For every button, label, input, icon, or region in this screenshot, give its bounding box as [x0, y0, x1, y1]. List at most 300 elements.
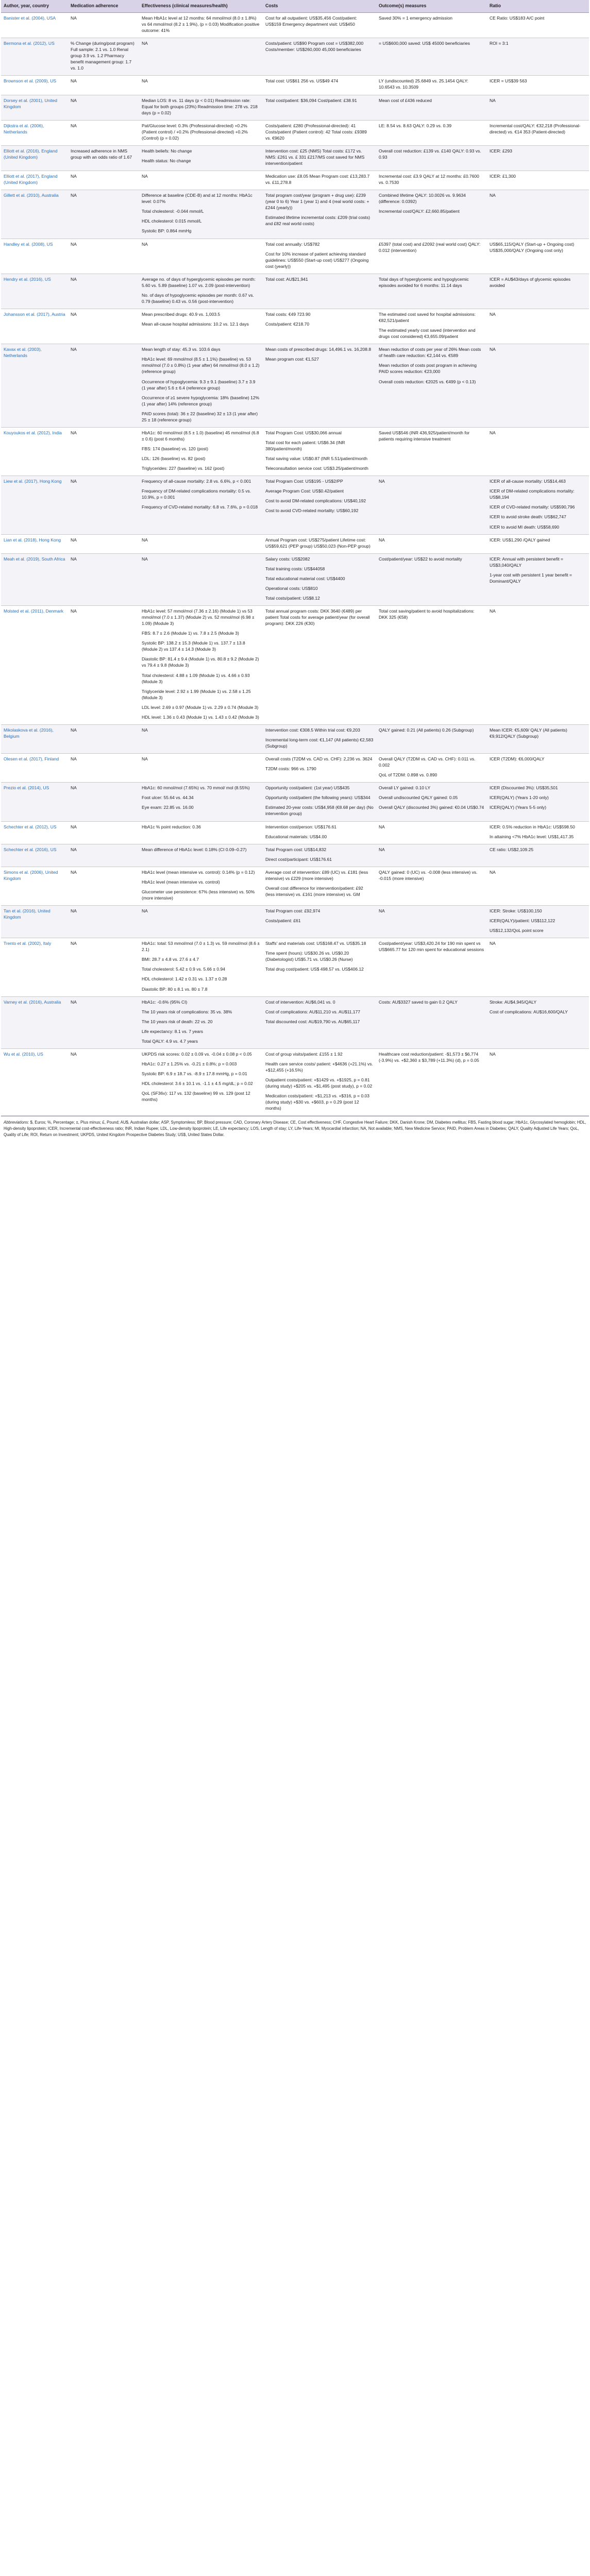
cell-ratio-line: NA: [490, 97, 496, 103]
cell-adherence-line: NA: [71, 824, 77, 829]
cell-adherence-line: NA: [71, 785, 77, 791]
cell-effectiveness-line: Mean length of stay: 45.3 vs. 103.6 days: [142, 347, 221, 352]
cell-adherence: [68, 783, 139, 821]
cell-ratio-line: NA: [490, 347, 496, 352]
cell-outcomes: [376, 906, 487, 938]
study-author-link[interactable]: Dorsey et al. (2001), United Kingdom: [4, 97, 57, 109]
cell-author: [1, 534, 68, 553]
cell-ratio: [487, 724, 589, 753]
cell-costs-line: Average cost of intervention: £89 (UC) vs. £181 (less intensive) vs £229 (more intensive): [265, 869, 368, 881]
cell-effectiveness-line: HbA1c % point reduction: 0.36: [142, 824, 201, 829]
cell-author: [1, 171, 68, 190]
cell-ratio: [487, 821, 589, 844]
cell-outcomes: [376, 821, 487, 844]
cell-effectiveness-line: Total QALY: 4.9 vs. 4.7 years: [142, 1038, 198, 1044]
cell-costs-line: Outpatient costs/patient: +$1429 vs. +$1925, p = 0.81 (during study) +$205 vs. +$1,495 (post study), p = 0.02: [265, 1077, 373, 1089]
cell-outcomes: [376, 1048, 487, 1116]
cell-effectiveness-line: No. of days of hypoglycemic episodes per month: 0.67 vs. 0.79 (baseline) 0.43 vs. 0.56 (post-intervention): [142, 292, 254, 304]
study-author-link[interactable]: Simons et al. (2006), United Kingdom: [4, 869, 58, 881]
cell-effectiveness-line: NA: [142, 174, 148, 179]
table-row: [1, 606, 589, 725]
cell-adherence-line: NA: [71, 846, 77, 852]
cell-costs-line: Salary costs: US$2082: [265, 556, 310, 562]
study-author-link[interactable]: Brownson et al. (2009), US: [4, 78, 57, 84]
cell-costs: [263, 190, 376, 239]
cell-costs-line: Cost of group visits/patient: £155 ± 1.92: [265, 1051, 343, 1057]
study-author-link[interactable]: Kouyoukos et al. (2012), India: [4, 430, 62, 435]
cell-costs-line: Mean program cost: €1,527: [265, 357, 319, 362]
cell-ratio-line: ICER of DM-related complications mortality: US$8,194: [490, 488, 575, 500]
cell-costs-line: Costs/patient: €218.70: [265, 321, 310, 327]
cell-outcomes-line: Mean reduction of costs post program in achieving PAID scores reduction: €23,000: [379, 363, 477, 375]
cell-outcomes-line: LE: 8.54 vs. 8.63 QALY: 0.29 vs. 0.39: [379, 123, 452, 128]
cell-effectiveness-line: HbA1c: 60 mmol/mol (7.65%) vs. 70 mmol/ mol (8.55%): [142, 785, 250, 791]
cell-costs: [263, 239, 376, 274]
cell-outcomes-line: Total cost saving/patient to avoid hospitalizations: DKK 325 (€58): [379, 608, 475, 620]
cell-costs-line: Operational costs: US$810: [265, 585, 318, 591]
cell-adherence-line: NA: [71, 193, 77, 198]
study-author-link[interactable]: Elliott et al. (2017), England (United Kingdom): [4, 174, 58, 185]
cell-costs-line: Annual Program cost: US$275/patient Lifetime cost: US$59,621 (PEP group) US$50,023 (Non-PEP group): [265, 537, 370, 549]
cell-effectiveness: [139, 344, 263, 428]
cell-effectiveness: [139, 427, 263, 476]
study-author-link[interactable]: Wu et al. (2010), US: [4, 1051, 43, 1057]
cell-adherence-line: NA: [71, 241, 77, 247]
cell-outcomes-line: NA: [379, 479, 385, 484]
cell-ratio: [487, 754, 589, 783]
cell-effectiveness-line: Triglycerides: 227 (baseline) vs. 162 (post): [142, 466, 225, 471]
study-author-link[interactable]: Dijkstra et al. (2006), Netherlands: [4, 123, 44, 134]
cell-effectiveness-line: NA: [142, 556, 148, 562]
cell-outcomes-line: NA: [379, 908, 385, 913]
cell-effectiveness: [139, 938, 263, 996]
cell-author: [1, 190, 68, 239]
study-author-link[interactable]: Gillett et al. (2010), Australia: [4, 193, 59, 198]
cell-costs: [263, 938, 376, 996]
cell-costs: [263, 553, 376, 605]
cell-effectiveness: [139, 120, 263, 145]
table-row: [1, 1048, 589, 1116]
cell-effectiveness: [139, 190, 263, 239]
cell-outcomes-line: Overall cost reduction: £139 vs. £140 QALY: 0.93 vs. 0.93: [379, 148, 481, 160]
cell-adherence: [68, 76, 139, 95]
cell-ratio: [487, 309, 589, 344]
footnote-text: $, Euros; %, Percentage; ±, Plus minus; £, Pound; AU$, Australian dollar; ASP, Symptomless; BP, Blood pressure; CAD, Coronary Artery Disease; CE, Cost effectiveness; CHF, Congestive Heart Failure; DKK, Danish Krone; DM, Diabetes mellitus; FBS, Fasting blood sugar; HbA1c, Glycosylated hemoglobin; HDL, High-density lipoprotein; ICER, Incremental cost-effectiveness ratio; INR, Indian Rupee; LDL, Low-density lipoprotein; LE, Life expectancy; LOS, Length of stay; LY, Life-Years; MI, Myocardial infarction; NA, Not available; NMS, New Medicine Service; PAID, Problem Areas in Diabetes; QALY, Quality Adjusted Life Years; QoL, Quality of Life; ROI, Return on Investment; UKPDS, United Kingdom Prospective Diabetes Study; US$, United States Dollar.: [4, 1120, 586, 1137]
cell-outcomes-line: Saved US$546 (INR 436,925/patient/month for patients requiring intensive treatment: [379, 430, 470, 442]
cell-outcomes-line: LY (undiscounted) 25.6849 vs. 25.1454 QALY: 10.6543 vs. 10.3509: [379, 78, 468, 90]
cell-outcomes: [376, 76, 487, 95]
evidence-table-container: [0, 0, 590, 1142]
cell-ratio-line: ICER to avoid MI death: US$58,690: [490, 524, 560, 530]
table-row: [1, 274, 589, 309]
cell-ratio-line: ICER of all-cause mortality: US$14,463: [490, 479, 566, 484]
study-author-link[interactable]: Hendry et al. (2016), US: [4, 276, 51, 282]
cell-costs-line: Total cost/patient: $36,094 Cost/patient: £38.91: [265, 97, 357, 103]
cell-adherence-line: NA: [71, 174, 77, 179]
study-author-link[interactable]: Lian et al. (2018), Hong Kong: [4, 537, 61, 543]
cell-effectiveness: [139, 171, 263, 190]
cell-author: [1, 553, 68, 605]
cell-adherence-line: NA: [71, 756, 77, 762]
cell-effectiveness: [139, 274, 263, 309]
study-author-link[interactable]: Schechter et al. (2016), US: [4, 846, 57, 852]
cell-outcomes: [376, 344, 487, 428]
cell-effectiveness-line: Pat/Glucose level: 0.3% (Professional-directed) +0.2% (Patient control) / +0.2% (Professional-directed) +0.2% (Control) (p = 0.02): [142, 123, 248, 141]
cell-outcomes: [376, 274, 487, 309]
cell-effectiveness-line: Mean prescribed drugs: 40.9 vs. 1,003.5: [142, 312, 221, 317]
cell-effectiveness-line: Occurrence of ≥1 severe hypoglycemia: 18% (baseline) 12% (1 year after) 14% (reference group): [142, 395, 260, 406]
cell-ratio: [487, 783, 589, 821]
cell-ratio-line: NA: [490, 941, 496, 946]
cell-outcomes-line: Costs: AU$3327 saved to gain 0.2 QALY: [379, 999, 458, 1005]
cell-effectiveness-line: NA: [142, 537, 148, 543]
cell-ratio: [487, 344, 589, 428]
cell-effectiveness: [139, 1048, 263, 1116]
cell-adherence-line: NA: [71, 312, 77, 317]
table-row: [1, 12, 589, 38]
table-row: [1, 190, 589, 239]
cell-costs-line: Intervention cost/person: US$176.61: [265, 824, 336, 829]
cell-ratio-line: ICER(QALY) (Years 1-20 only): [490, 795, 549, 801]
cell-outcomes-line: Overall undiscounted QALY gained: 0.05: [379, 795, 458, 801]
cell-adherence: [68, 344, 139, 428]
cell-costs-line: Estimated lifetime incremental costs: £209 (trial costs) and £82 real world costs): [265, 215, 370, 227]
cell-ratio-line: ROI = 3:1: [490, 41, 509, 46]
cell-adherence: [68, 427, 139, 476]
cell-author: [1, 821, 68, 844]
cell-outcomes: [376, 938, 487, 996]
cell-ratio-line: In attaining <7% HbA1c level: US$1,417.35: [490, 834, 574, 839]
cell-adherence-line: NA: [71, 78, 77, 84]
cell-author: [1, 274, 68, 309]
cell-outcomes-line: NA: [379, 846, 385, 852]
study-author-link[interactable]: Prezio et al. (2014), US: [4, 785, 49, 791]
cell-costs-line: Total educational material cost: US$4400: [265, 575, 345, 581]
cell-author: [1, 867, 68, 905]
cell-effectiveness-line: HbA1c: total: 53 mmol/mol (7.0 ± 1.3) vs. 59 mmol/mol (8.6 ± 2.1): [142, 941, 260, 953]
cell-ratio-line: US$65,115/QALY (Start-up + Ongoing cost) US$35,000/QALY (Ongoing cost only): [490, 241, 575, 253]
cell-effectiveness-line: LDL level: 2.69 ± 0.97 (Module 1) vs. 2.29 ± 0.74 (Module 3): [142, 704, 259, 710]
cell-costs-line: Costs/patient: US$90 Program cost = US$382,000 Costs/member: US$260,000 45,000 beneficiaries: [265, 41, 364, 53]
cell-effectiveness-line: FBS: 174 (baseline) vs. 120 (post): [142, 446, 208, 451]
cell-outcomes-line: QALY gained: 0 (UC) vs. -0.008 (less intensive) vs. -0.015 (more intensive): [379, 869, 478, 881]
header-adherence: Medication adherence: [68, 0, 139, 12]
cell-adherence-line: NA: [71, 608, 77, 614]
cell-costs: [263, 427, 376, 476]
cell-ratio: [487, 427, 589, 476]
cell-outcomes: [376, 476, 487, 534]
cell-effectiveness-line: Total cholesterol: -0.044 mmol/L: [142, 209, 204, 214]
cell-costs-line: Educational materials: US$4.00: [265, 834, 327, 839]
cell-effectiveness: [139, 12, 263, 38]
table-row: [1, 476, 589, 534]
cell-effectiveness: [139, 553, 263, 605]
cell-adherence-line: NA: [71, 97, 77, 103]
cell-costs: [263, 996, 376, 1048]
cell-effectiveness-line: HbA1c: 0.27 ± 1.25% vs. -0.21 ± 0.8%; p = 0.003: [142, 1061, 237, 1066]
cell-effectiveness: [139, 844, 263, 867]
cell-effectiveness-line: Systolic BP: 0.864 mmHg: [142, 228, 192, 234]
table-row: [1, 309, 589, 344]
cell-effectiveness-line: Health beliefs: No change: [142, 148, 192, 154]
table-row: [1, 145, 589, 171]
cell-effectiveness: [139, 821, 263, 844]
cell-adherence-line: NA: [71, 908, 77, 913]
cell-effectiveness-line: UKPDS risk scores: 0.02 ± 0.09 vs. -0.04 ± 0.08 p < 0.05: [142, 1051, 252, 1057]
study-author-link[interactable]: Handley et al. (2008), US: [4, 241, 53, 247]
cell-effectiveness-line: Occurrence of hypoglycemia: 9.3 ± 9.1 (baseline) 3.7 ± 3.9 (1 year after) 5.6 ± 6.4 (reference group): [142, 379, 256, 391]
cell-ratio: [487, 867, 589, 905]
cell-effectiveness: [139, 309, 263, 344]
cell-effectiveness-line: Systolic BP: 6.9 ± 18.7 vs. -8.9 ± 17.8 mmHg, p = 0.01: [142, 1071, 247, 1076]
cell-author: [1, 12, 68, 38]
table-row: [1, 427, 589, 476]
cell-costs-line: Direct cost/participant: US$176.61: [265, 856, 332, 862]
cell-ratio-line: ICER: US$1,290 /QALY gained: [490, 537, 550, 543]
cell-effectiveness-line: Average no. of days of hyperglycemic episodes per month: 5.60 vs. 5.89 (baseline) 1.07 vs. 2.09 (post-intervention): [142, 276, 256, 288]
cell-outcomes: [376, 427, 487, 476]
cell-effectiveness: [139, 724, 263, 753]
cell-costs-line: Intervention cost: €308.5 Within trial cost: €9,203: [265, 727, 360, 733]
cell-outcomes: [376, 867, 487, 905]
table-body: [1, 12, 589, 1116]
cell-effectiveness: [139, 95, 263, 120]
study-author-link[interactable]: Bermona et al. (2012), US: [4, 41, 55, 46]
cell-outcomes-line: Healthcare cost reduction/patient: -$1,573 ± $6,774 (-3.9%) vs. +$2,360 ± $3,789 (+11.3%) (d), p = 0.05: [379, 1051, 479, 1063]
cell-ratio-line: ICER to avoid stroke death: US$62,747: [490, 514, 566, 520]
cell-ratio: [487, 171, 589, 190]
cell-adherence-line: NA: [71, 347, 77, 352]
cell-effectiveness: [139, 239, 263, 274]
cell-outcomes-line: Cost/patient/year: US$3,420.24 for 190 min spent vs US$665.77 for 120 min spent for educational sessions: [379, 941, 484, 953]
cell-ratio-line: NA: [490, 430, 496, 435]
cell-effectiveness-line: LDL: 126 (baseline) vs. 82 (post): [142, 456, 206, 462]
cell-effectiveness-line: NA: [142, 78, 148, 84]
study-author-link[interactable]: Molsted et al. (2011), Denmark: [4, 608, 64, 614]
cell-costs-line: Total cost: US$61 256 vs. US$49 474: [265, 78, 339, 84]
cell-effectiveness-line: Frequency of CVD-related mortality: 6.8 vs. 7.6%, p = 0.018: [142, 504, 258, 510]
cell-costs-line: Opportunity cost/patient: (1st year) US$435: [265, 785, 350, 791]
cell-adherence: [68, 12, 139, 38]
cell-costs: [263, 844, 376, 867]
cell-costs-line: Overall cost difference for intervention/patient: £92 (less intensive) vs. £161 (more intensive) vs. GM: [265, 885, 363, 897]
cell-effectiveness-line: Systolic BP: 138.2 ± 15.3 (Module 1) vs. 137.7 ± 13.8 (Module 2) vs 137.4 ± 14.3 (Module 3): [142, 640, 245, 652]
study-author-link[interactable]: Varney et al. (2016), Australia: [4, 999, 61, 1005]
cell-effectiveness-line: Diastolic BP: 80 ± 8.1 vs. 80 ± 7.8: [142, 986, 208, 992]
cell-adherence-line: NA: [71, 869, 77, 875]
cell-outcomes-line: Overall QALY (discounted 3%) gained: €0.04 US$0.74: [379, 805, 484, 810]
table-header: [1, 0, 589, 12]
cell-effectiveness-line: BMI: 28.7 ± 4.8 vs. 27.6 ± 4.7: [142, 957, 199, 962]
cell-ratio: [487, 95, 589, 120]
cell-outcomes: [376, 171, 487, 190]
cell-outcomes: [376, 606, 487, 725]
cell-adherence: [68, 754, 139, 783]
evidence-table: [1, 0, 589, 1116]
cell-costs-line: Total cost for each patient: US$6.34 (INR 380/patient/month): [265, 439, 345, 451]
cell-effectiveness-line: HDL level: 1.36 ± 0.43 (Module 1) vs. 1.43 ± 0.42 (Module 3): [142, 714, 259, 720]
cell-effectiveness-line: Mean all-cause hospital admissions: 10.2 vs. 12.1 days: [142, 321, 249, 327]
cell-outcomes-line: Cost/patient/year: US$22 to avoid mortality: [379, 556, 462, 562]
cell-outcomes: [376, 309, 487, 344]
cell-costs: [263, 309, 376, 344]
cell-outcomes: [376, 190, 487, 239]
cell-effectiveness-line: HbA1c level: 69 mmol/mol (8.5 ± 1.1%) (baseline) vs. 53 mmol/mol (7.0 ± 0.8%) (1 year after) 64 mmol/mol (8.0 ± 1.2) (reference group): [142, 357, 260, 375]
cell-costs: [263, 724, 376, 753]
cell-costs-line: Total saving value: US$0.87 (INR 5.51/patient/month: [265, 456, 367, 462]
cell-adherence-line: NA: [71, 941, 77, 946]
cell-author: [1, 76, 68, 95]
cell-ratio: [487, 906, 589, 938]
cell-effectiveness-line: Health status: No change: [142, 158, 191, 163]
cell-costs: [263, 171, 376, 190]
study-author-link[interactable]: Olesen et al. (2017), Finland: [4, 756, 59, 762]
header-outcomes: Outcome(s) measures: [376, 0, 487, 12]
study-author-link[interactable]: Trento et al. (2002), Italy: [4, 941, 52, 946]
cell-effectiveness: [139, 867, 263, 905]
cell-costs-line: Total drug cost/patient: US$ 498.57 vs. US$406.12: [265, 967, 364, 972]
cell-ratio-line: US$12,132/QoL point score: [490, 928, 544, 934]
study-author-link[interactable]: Schechter et al. (2012), US: [4, 824, 57, 829]
cell-ratio-line: ICER: £293: [490, 148, 512, 154]
cell-costs-line: Average Program Cost: US$0.42/patient: [265, 488, 344, 494]
cell-effectiveness: [139, 76, 263, 95]
cell-ratio-line: ICER of CVD-related mortality: US$590,796: [490, 504, 575, 510]
study-author-link[interactable]: Liew et al. (2017), Hong Kong: [4, 479, 62, 484]
cell-costs-line: Incremental long-term cost: €1,147 (All patients) €2,583 (Subgroup): [265, 737, 374, 749]
table-row: [1, 120, 589, 145]
cell-outcomes: [376, 120, 487, 145]
cell-costs-line: Cost to avoid DM-related complications: US$40,192: [265, 498, 366, 504]
cell-adherence: [68, 120, 139, 145]
cell-adherence: [68, 867, 139, 905]
cell-outcomes-line: Combined lifetime QALY: 10.0026 vs. 9.9634 (difference: 0.0392): [379, 193, 466, 205]
header-author: Author, year, country: [1, 0, 68, 12]
cell-costs-line: Total Program cost: US$14,832: [265, 846, 327, 852]
cell-adherence: [68, 274, 139, 309]
cell-costs-line: Total Program Cost: US$195 - US$2/PP: [265, 479, 343, 484]
cell-effectiveness: [139, 783, 263, 821]
cell-costs-line: Total discounted cost: AU$19,790 vs. AU$65,117: [265, 1019, 360, 1024]
cell-costs-line: Cost of complications: AU$11,210 vs. AU$11,177: [265, 1009, 360, 1014]
cell-effectiveness-line: HbA1c: -0.6% (95% CI): [142, 999, 188, 1005]
cell-effectiveness: [139, 145, 263, 171]
cell-costs: [263, 120, 376, 145]
cell-costs-line: Medication costs/patient: +$1,213 vs. +$316, p = 0.03 (during study) +$30 vs. +$603, p = 0.29 (post 12 months): [265, 1093, 370, 1111]
table-row: [1, 821, 589, 844]
cell-author: [1, 844, 68, 867]
cell-adherence-line: % Change (during/post program) Full sample: 2.1 vs. 1.0 Renal group 3.9 vs. 1.2 Pharmacy benefit management group: 1.7 vs. 1.0: [71, 41, 134, 71]
cell-effectiveness-line: HbA1c: 60 mmol/mol (8.5 ± 1.0) (baseline) 45 mmol/mol (6.8 ± 0.6) (post 6 months): [142, 430, 259, 442]
cell-effectiveness-line: Mean difference of HbA1c level: 0.18% (CI 0.09–0.27): [142, 846, 247, 852]
cell-ratio: [487, 534, 589, 553]
table-row: [1, 95, 589, 120]
cell-effectiveness-line: Difference at baseline (CDE-B) and at 12 months: HbA1c level: 0.07%: [142, 193, 252, 205]
cell-effectiveness-line: Triglyceride level: 2.92 ± 1.99 (Module 1) vs. 2.58 ± 1.25 (Module 3): [142, 688, 251, 700]
header-row: [1, 0, 589, 12]
cell-effectiveness-line: NA: [142, 727, 148, 733]
cell-costs: [263, 344, 376, 428]
cell-author: [1, 724, 68, 753]
cell-ratio-line: ICER(QALY)/patient: US$112,122: [490, 918, 555, 924]
footnote-label: Abbreviations:: [4, 1120, 29, 1125]
cell-author: [1, 1048, 68, 1116]
cell-adherence: [68, 190, 139, 239]
study-author-link[interactable]: Banister et al. (2004), USA: [4, 15, 56, 21]
table-row: [1, 724, 589, 753]
study-author-link[interactable]: Meah et al. (2019), South Africa: [4, 556, 65, 562]
cell-costs-line: Costs/patient: £280 (Professional-directed): 41 Costs/patient (Patient control): 42 Total costs: £9389 vs. €9620: [265, 123, 367, 141]
cell-effectiveness: [139, 606, 263, 725]
cell-costs-line: Total program cost/year (program + drug use): £239 (year 0 to 6) Year 1 (year 1) and 4 (real world costs: + £244 (yearly)): [265, 193, 369, 211]
cell-adherence: [68, 476, 139, 534]
cell-ratio-line: ICER: Annual with persistent benefit = US$3,040/QALY: [490, 556, 563, 568]
cell-costs: [263, 12, 376, 38]
cell-costs: [263, 783, 376, 821]
cell-adherence-line: NA: [71, 727, 77, 733]
cell-ratio: [487, 274, 589, 309]
cell-ratio-line: Mean ICER: €5,609/ QALY (All patients) €9,912/QALY (Subgroup): [490, 727, 567, 739]
cell-adherence: [68, 724, 139, 753]
study-author-link[interactable]: Mikolaskova et al. (2016), Belgium: [4, 727, 54, 739]
cell-costs-line: Cost of intervention: AU$6,041 vs. 0: [265, 999, 335, 1005]
cell-effectiveness-line: Foot ulcer: 55.64 vs. 44.34: [142, 795, 194, 801]
study-author-link[interactable]: Tan et al. (2016), United Kingdom: [4, 908, 50, 920]
cell-costs: [263, 754, 376, 783]
cell-outcomes: [376, 145, 487, 171]
cell-ratio-line: Cost of complications: AU$16,600/QALY: [490, 1009, 568, 1014]
cell-ratio-line: NA: [490, 608, 496, 614]
cell-costs-line: Cost for all outpatient: US$35,456 Cost/patient: US$159 Emergency department visit: US$450: [265, 15, 357, 27]
cell-adherence: [68, 145, 139, 171]
cell-adherence-line: NA: [71, 430, 77, 435]
cell-adherence-line: NA: [71, 15, 77, 21]
cell-effectiveness-line: NA: [142, 241, 148, 247]
cell-adherence: [68, 996, 139, 1048]
table-row: [1, 76, 589, 95]
cell-adherence: [68, 906, 139, 938]
cell-costs-line: Overall costs (T2DM vs. CAD vs. CHF): 2,236 vs. 3624: [265, 756, 373, 762]
cell-outcomes: [376, 996, 487, 1048]
study-author-link[interactable]: Elliott et al. (2016), England (United Kingdom): [4, 148, 58, 160]
cell-costs-line: T2DM costs: 966 vs. 1790: [265, 766, 316, 772]
cell-costs: [263, 1048, 376, 1116]
cell-adherence-line: NA: [71, 537, 77, 543]
cell-effectiveness: [139, 754, 263, 783]
cell-author: [1, 95, 68, 120]
study-author-link[interactable]: Kavax et al. (2003), Netherlands: [4, 347, 42, 359]
cell-outcomes-line: The estimated cost saved for hospital admissions: €82,521/patient: [379, 312, 476, 324]
cell-costs-line: Total training costs: US$44058: [265, 566, 325, 571]
cell-costs-line: Time spent (hours): US$30.26 vs. US$0.20 (Diabetologist) US$5.71 vs. US$0.26 (Nurse): [265, 951, 353, 962]
table-row: [1, 844, 589, 867]
cell-costs-line: Total Program Cost: US$30,066 annual: [265, 430, 342, 435]
cell-effectiveness: [139, 38, 263, 76]
study-author-link[interactable]: Johansson et al. (2017), Austria: [4, 312, 65, 317]
cell-outcomes-line: Overall costs reduction: €2025 vs. €499 (p < 0.13): [379, 379, 476, 384]
cell-ratio-line: NA: [490, 312, 496, 317]
cell-ratio-line: CE Ratio: US$183 A/C point: [490, 15, 545, 21]
cell-costs-line: Estimated 20-year costs: US$4,958 (€8.68 per day) (No intervention group): [265, 805, 374, 817]
cell-author: [1, 309, 68, 344]
cell-author: [1, 906, 68, 938]
cell-costs: [263, 867, 376, 905]
cell-effectiveness: [139, 476, 263, 534]
cell-adherence-line: Increased adherence in NMS group with an odds ratio of 1.67: [71, 148, 132, 160]
table-row: [1, 783, 589, 821]
cell-outcomes: [376, 724, 487, 753]
cell-effectiveness-line: FBS: 8.7 ± 2.6 (Module 1) vs. 7.8 ± 2.5 (Module 3): [142, 631, 239, 636]
